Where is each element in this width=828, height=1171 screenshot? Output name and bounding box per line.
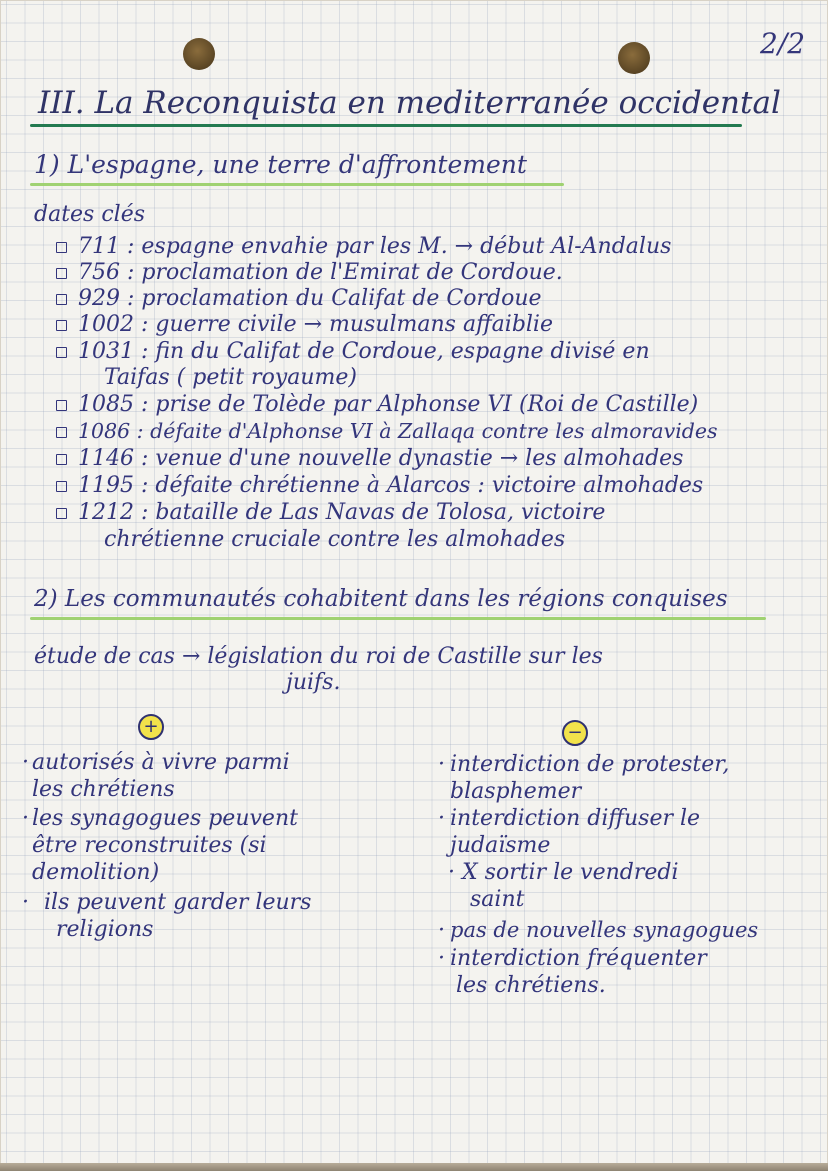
- checkbox-icon: [56, 347, 67, 358]
- plus-item-line: les chrétiens: [32, 777, 175, 802]
- section1-heading: 1) L'espagne, une terre d'affrontement: [34, 150, 527, 179]
- plus-item-line: être reconstruites (si: [32, 833, 267, 858]
- minus-item-line: interdiction fréquenter: [450, 946, 707, 971]
- date-item: 756 : proclamation de l'Emirat de Cordoue.: [78, 260, 563, 285]
- plus-circle-icon: +: [138, 714, 164, 740]
- date-item: 1031 : fin du Califat de Cordoue, espagne divisé en: [78, 339, 650, 364]
- plus-item-line: religions: [56, 917, 154, 942]
- binder-hole-left: [183, 38, 215, 70]
- date-item: 1086 : défaite d'Alphonse VI à Zallaqa contre les almoravides: [78, 419, 718, 443]
- plus-item-line: ils peuvent garder leurs: [44, 890, 312, 915]
- section2-heading: 2) Les communautés cohabitent dans les régions conquises: [34, 586, 728, 612]
- plus-item-line: autorisés à vivre parmi: [32, 750, 290, 775]
- date-item: 1085 : prise de Tolède par Alphonse VI (Roi de Castille): [78, 392, 699, 417]
- minus-item-line: judaïsme: [450, 833, 551, 858]
- plus-item-line: demolition): [32, 860, 160, 885]
- minus-item-line: pas de nouvelles synagogues: [450, 918, 759, 942]
- minus-item-line: saint: [470, 887, 525, 912]
- bullet-dot: ·: [22, 750, 29, 775]
- page-bottom-edge: [0, 1163, 828, 1171]
- checkbox-icon: [56, 454, 67, 465]
- checkbox-icon: [56, 427, 67, 438]
- plus-item-line: les synagogues peuvent: [32, 806, 298, 831]
- case-study-line-continuation: juifs.: [286, 670, 341, 695]
- title-underline: [30, 124, 742, 127]
- checkbox-icon: [56, 400, 67, 411]
- date-item: 1212 : bataille de Las Navas de Tolosa, victoire: [78, 500, 606, 525]
- section2-underline: [30, 617, 766, 620]
- page-number: 2/2: [760, 27, 806, 60]
- bullet-dot: ·: [438, 752, 445, 777]
- checkbox-icon: [56, 508, 67, 519]
- date-item-continuation: Taifas ( petit royaume): [104, 365, 357, 390]
- checkbox-icon: [56, 242, 67, 253]
- date-item: 1146 : venue d'une nouvelle dynastie → les almohades: [78, 446, 684, 471]
- checkbox-icon: [56, 268, 67, 279]
- bullet-dot: ·: [438, 946, 445, 971]
- date-item: 711 : espagne envahie par les M. → début Al-Andalus: [78, 234, 672, 259]
- date-item: 1195 : défaite chrétienne à Alarcos : victoire almohades: [78, 473, 704, 498]
- date-item: 929 : proclamation du Califat de Cordoue: [78, 286, 542, 311]
- minus-item-line: interdiction diffuser le: [450, 806, 701, 831]
- case-study-line: étude de cas → législation du roi de Castille sur les: [34, 644, 603, 669]
- bullet-dot: ·: [22, 890, 29, 915]
- bullet-dot: ·: [438, 918, 445, 943]
- checkbox-icon: [56, 481, 67, 492]
- minus-item-line: interdiction de protester,: [450, 752, 730, 777]
- binder-hole-right: [618, 42, 650, 74]
- minus-item-line: les chrétiens.: [456, 973, 606, 998]
- bullet-dot: ·: [438, 806, 445, 831]
- section1-underline: [30, 183, 564, 186]
- page-title: III. La Reconquista en mediterranée occidental: [38, 85, 781, 121]
- date-item-continuation: chrétienne cruciale contre les almohades: [104, 527, 566, 552]
- minus-circle-icon: −: [562, 720, 588, 746]
- bullet-dot: ·: [22, 806, 29, 831]
- date-item: 1002 : guerre civile → musulmans affaiblie: [78, 312, 553, 337]
- checkbox-icon: [56, 320, 67, 331]
- minus-item-line: blasphemer: [450, 779, 582, 804]
- bullet-dot: ·: [448, 860, 455, 885]
- dates-label: dates clés: [34, 202, 146, 227]
- checkbox-icon: [56, 294, 67, 305]
- minus-item-line: X sortir le vendredi: [462, 860, 679, 885]
